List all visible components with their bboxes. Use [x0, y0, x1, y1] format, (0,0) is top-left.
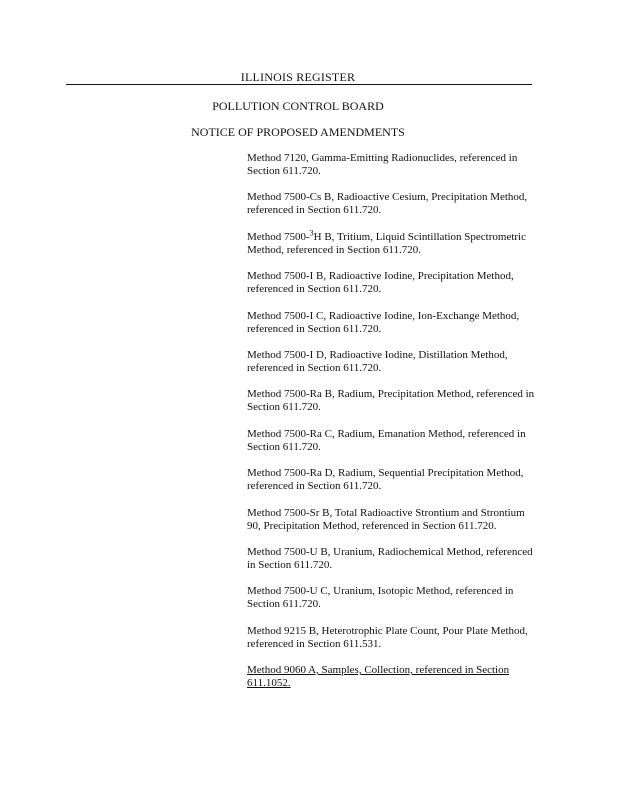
method-entry: Method 7500-Ra D, Radium, Sequential Precipitation Method, referenced in Section 611.720.: [247, 467, 524, 493]
method-entry: Method 7500-Ra C, Radium, Emanation Method, referenced in Section 611.720.: [247, 427, 526, 453]
method-entry: Method 7500-Sr B, Total Radioactive Strontium and Strontium 90, Precipitation Method, referenced in Section 611.720.: [247, 506, 525, 532]
method-entry-prefix: Method 7500-: [247, 230, 310, 243]
board-name: POLLUTION CONTROL BOARD: [212, 99, 384, 113]
method-entry: [247, 228, 537, 257]
register-title: ILLINOIS REGISTER: [240, 70, 356, 84]
method-entry-superscript: 3: [309, 228, 314, 238]
method-entry: Method 7500-I B, Radioactive Iodine, Precipitation Method, referenced in Section 611.720.: [247, 270, 514, 296]
method-entry: Method 7120, Gamma-Emitting Radionuclides, referenced in Section 611.720.: [247, 152, 518, 177]
method-entry: Method 7500-Ra B, Radium, Precipitation Method, referenced in Section 611.720.: [247, 388, 535, 414]
method-list: [247, 152, 537, 703]
method-entry: Method 9215 B, Heterotrophic Plate Count, Pour Plate Method, referenced in Section 611.531.: [247, 624, 528, 650]
method-entry: Method 7500-I C, Radioactive Iodine, Ion-Exchange Method, referenced in Section 611.720.: [247, 309, 520, 335]
header-rule: [66, 84, 532, 85]
method-entry: Method 7500-U C, Uranium, Isotopic Method, referenced in Section 611.720.: [247, 585, 514, 611]
method-entry: Method 7500-Cs B, Radioactive Cesium, Precipitation Method, referenced in Section 611.720.: [247, 191, 528, 217]
method-entry-suffix: H B, Tritium, Liquid Scintillation Spectrometric Method, referenced in Section 611.720.: [247, 230, 526, 256]
method-entry: Method 7500-U B, Uranium, Radiochemical Method, referenced in Section 611.720.: [247, 545, 533, 571]
method-entry: Method 7500-I D, Radioactive Iodine, Distillation Method, referenced in Section 611.720.: [247, 348, 508, 374]
method-entry-added: Method 9060 A, Samples, Collection, referenced in Section 611.1052.: [247, 664, 510, 690]
notice-title: NOTICE OF PROPOSED AMENDMENTS: [191, 125, 405, 139]
